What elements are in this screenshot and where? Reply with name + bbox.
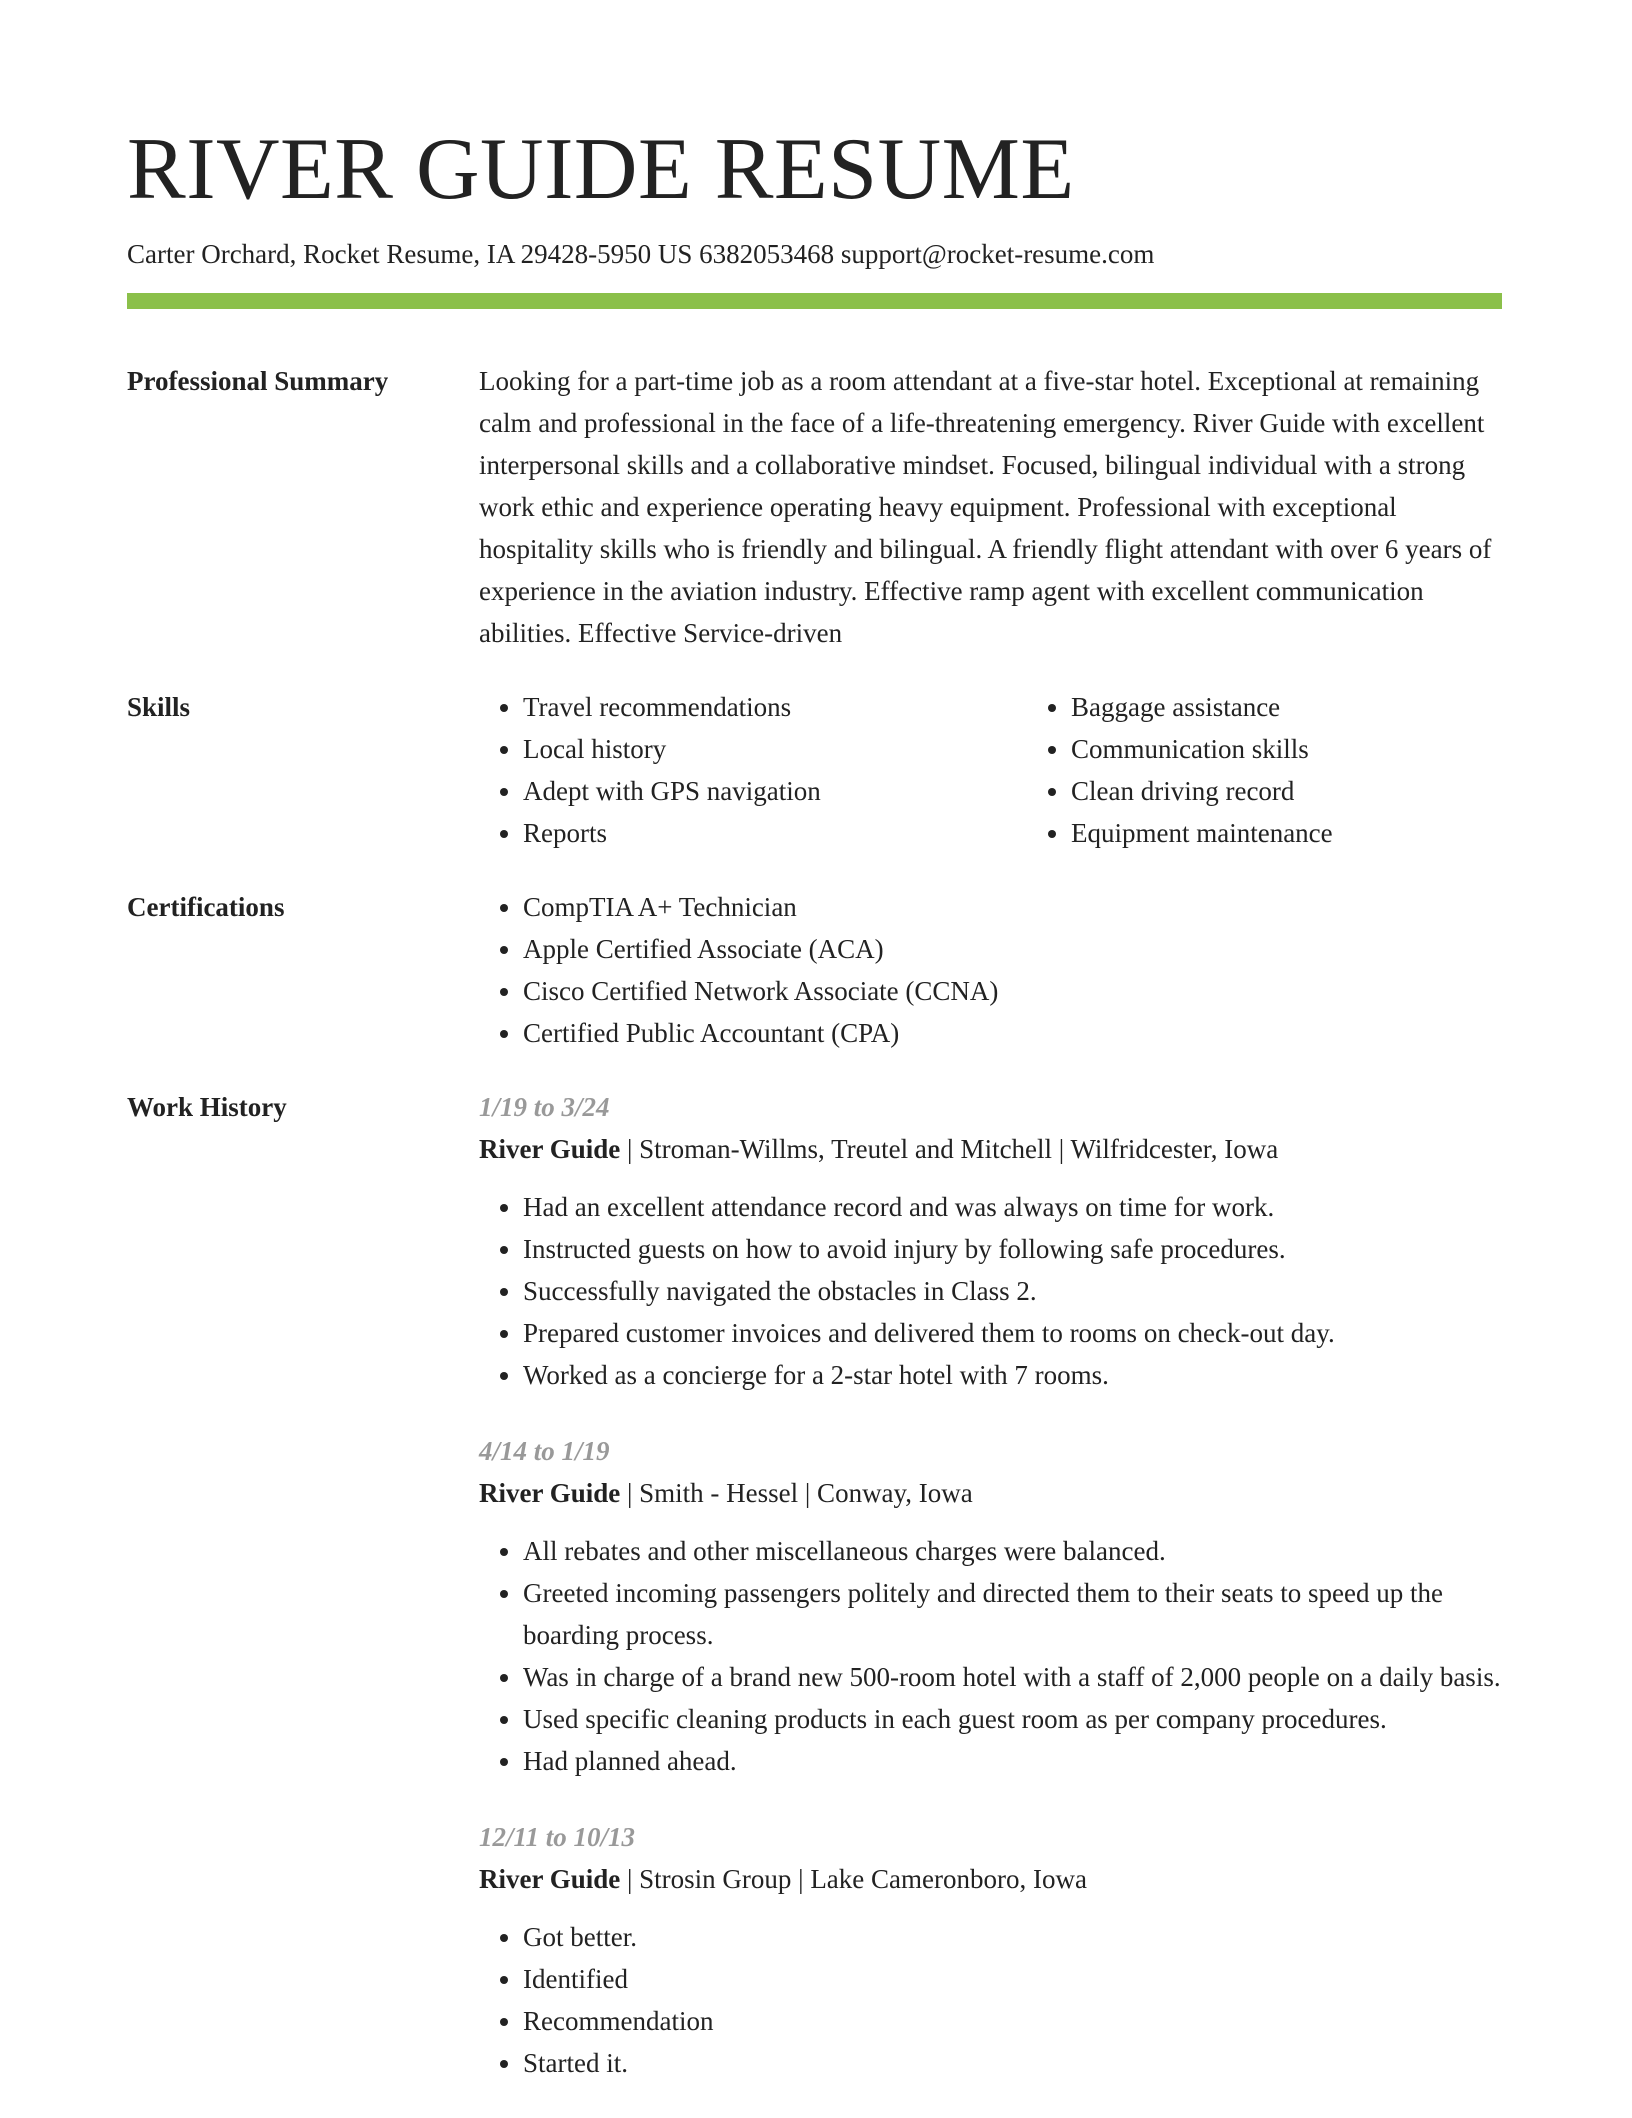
skills-content	[479, 686, 1575, 854]
header-divider	[127, 293, 1502, 309]
job-dates: 1/19 to 3/24	[479, 1092, 610, 1122]
job-details: | Stroman-Willms, Treutel and Mitchell | Wilfridcester, Iowa	[620, 1134, 1279, 1164]
job-entry	[479, 1816, 1502, 2084]
skills-grid	[479, 686, 1575, 854]
certifications-section	[127, 886, 1502, 1054]
certifications-list	[479, 886, 1502, 1054]
job-bullet: • Used specific cleaning products in each guest room as per company procedures.	[523, 1698, 1502, 1740]
skill-item: • Travel recommendations	[523, 686, 1027, 728]
skill-item: • Equipment maintenance	[1071, 812, 1575, 854]
skill-item: • Communication skills	[1071, 728, 1575, 770]
summary-label: Professional Summary	[127, 366, 389, 396]
skills-column-2	[1027, 686, 1575, 854]
job-bullet: • Started it.	[523, 2042, 1502, 2084]
job-role-line	[479, 1858, 1502, 1900]
summary-section	[127, 360, 1502, 654]
job-details: | Smith - Hessel | Conway, Iowa	[620, 1478, 973, 1508]
certification-item: • Cisco Certified Network Associate (CCNA)	[523, 970, 1502, 1012]
job-bullet: • Worked as a concierge for a 2-star hotel with 7 rooms.	[523, 1354, 1502, 1396]
resume-title: RIVER GUIDE RESUME	[127, 121, 1075, 218]
job-dates: 4/14 to 1/19	[479, 1436, 610, 1466]
job-bullet: • Got better.	[523, 1916, 1502, 1958]
job-bullet: • Instructed guests on how to avoid injury by following safe procedures.	[523, 1228, 1502, 1270]
job-bullet: • Had planned ahead.	[523, 1740, 1502, 1782]
job-entry	[479, 1430, 1502, 1782]
job-role-line	[479, 1472, 1502, 1514]
certification-item: • Apple Certified Associate (ACA)	[523, 928, 1502, 970]
summary-text: Looking for a part-time job as a room attendant at a five-star hotel. Exceptional at remaining calm and professional in the face of a life-threatening emergency. River Guide with excellent interpersonal skills and a collaborative mindset. Focused, bilingual individual with a strong work ethic and experience operating heavy equipment. Professional with exceptional hospitality skills who is friendly and bilingual. A friendly flight attendant with over 6 years of experience in the aviation industry. Effective ramp agent with excellent communication abilities. Effective Service-driven	[479, 366, 1492, 648]
skill-item: • Clean driving record	[1071, 770, 1575, 812]
job-bullets	[479, 1186, 1502, 1396]
skill-item: • Reports	[523, 812, 1027, 854]
contact-line: Carter Orchard, Rocket Resume, IA 29428-5950 US 6382053468 support@rocket-resume.com	[127, 239, 1155, 269]
work-history-label: Work History	[127, 1092, 287, 1122]
skill-item: • Baggage assistance	[1071, 686, 1575, 728]
job-role: River Guide	[479, 1134, 621, 1164]
job-bullet: • All rebates and other miscellaneous charges were balanced.	[523, 1530, 1502, 1572]
certification-item: • CompTIA A+ Technician	[523, 886, 1502, 928]
certifications-content	[479, 886, 1502, 1054]
resume-page	[127, 118, 1502, 2118]
skills-column-1	[479, 686, 1027, 854]
job-details: | Strosin Group | Lake Cameronboro, Iowa	[620, 1864, 1087, 1894]
job-bullets	[479, 1530, 1502, 1782]
job-entry	[479, 1086, 1502, 1396]
certifications-label: Certifications	[127, 892, 285, 922]
job-bullets	[479, 1916, 1502, 2084]
skill-item: • Local history	[523, 728, 1027, 770]
work-history-content	[479, 1086, 1502, 2118]
job-bullet: • Prepared customer invoices and delivered them to rooms on check-out day.	[523, 1312, 1502, 1354]
skills-label: Skills	[127, 692, 191, 722]
certification-item: • Certified Public Accountant (CPA)	[523, 1012, 1502, 1054]
job-role: River Guide	[479, 1478, 621, 1508]
job-bullet: • Greeted incoming passengers politely and directed them to their seats to speed up the boarding process.	[523, 1572, 1502, 1656]
job-bullet: • Had an excellent attendance record and was always on time for work.	[523, 1186, 1502, 1228]
skills-section	[127, 686, 1502, 854]
job-bullet: • Successfully navigated the obstacles in Class 2.	[523, 1270, 1502, 1312]
skill-item: • Adept with GPS navigation	[523, 770, 1027, 812]
work-history-section	[127, 1086, 1502, 2118]
job-role-line	[479, 1128, 1502, 1170]
job-bullet: • Identified	[523, 1958, 1502, 2000]
job-bullet: • Was in charge of a brand new 500-room hotel with a staff of 2,000 people on a daily basis.	[523, 1656, 1502, 1698]
job-role: River Guide	[479, 1864, 621, 1894]
job-bullet: • Recommendation	[523, 2000, 1502, 2042]
job-dates: 12/11 to 10/13	[479, 1822, 636, 1852]
